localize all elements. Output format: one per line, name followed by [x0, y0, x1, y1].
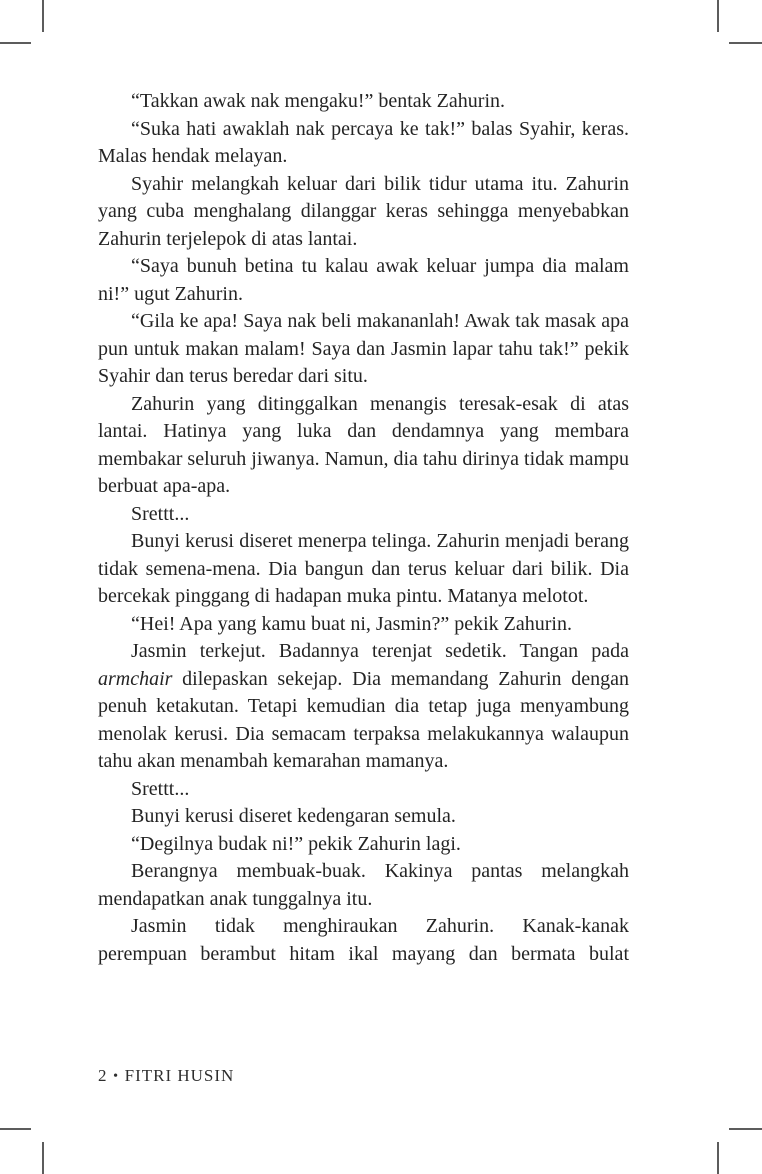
paragraph	[98, 913, 629, 968]
page-number: 2	[98, 1066, 108, 1085]
text-run: Srettt...	[131, 777, 190, 800]
paragraph	[98, 391, 629, 501]
page-footer	[98, 1066, 234, 1086]
page-body	[98, 88, 629, 968]
paragraph	[98, 501, 629, 529]
running-title: FITRI HUSIN	[124, 1066, 235, 1085]
paragraph	[98, 116, 629, 171]
paragraph	[98, 831, 629, 859]
paragraph	[98, 528, 629, 611]
paragraph	[98, 611, 629, 639]
paragraph	[98, 858, 629, 913]
text-run: Zahurin yang ditinggalkan menangis teresak-esak di atas lantai. Hatinya yang luka dan dendamnya yang membara membakar seluruh jiwanya. Namun, dia tahu dirinya tidak mampu berbuat apa-apa.	[98, 392, 629, 497]
crop-mark-bottom-right-horizontal	[729, 1128, 762, 1130]
crop-mark-top-right-vertical	[717, 0, 719, 32]
text-run: Jasmin tidak menghiraukan Zahurin. Kanak-kanak perempuan berambut hitam ikal mayang dan bermata bulat	[98, 915, 629, 965]
paragraph	[98, 88, 629, 116]
paragraph	[98, 776, 629, 804]
crop-mark-bottom-left-vertical	[42, 1142, 44, 1174]
text-run: “Gila ke apa! Saya nak beli makananlah! Awak tak masak apa pun untuk makan malam! Saya dan Jasmin lapar tahu tak!” pekik Syahir dan terus beredar dari situ.	[98, 310, 629, 387]
paragraph	[98, 253, 629, 308]
crop-mark-top-left-vertical	[42, 0, 44, 32]
text-run: Bunyi kerusi diseret kedengaran semula.	[131, 805, 456, 827]
text-run: “Saya bunuh betina tu kalau awak keluar jumpa dia malam ni!” ugut Zahurin.	[98, 255, 629, 305]
crop-mark-top-right-horizontal	[729, 42, 762, 44]
text-run: “Takkan awak nak mengaku!” bentak Zahurin.	[131, 90, 505, 112]
paragraph	[98, 638, 629, 776]
text-run: Srettt...	[131, 502, 190, 525]
footer-separator-bullet: •	[113, 1069, 119, 1084]
paragraph	[98, 308, 629, 391]
text-run: “Suka hati awaklah nak percaya ke tak!” balas Syahir, keras. Malas hendak melayan.	[98, 117, 629, 167]
text-run: “Hei! Apa yang kamu buat ni, Jasmin?” pekik Zahurin.	[131, 612, 572, 635]
text-run: Jasmin terkejut. Badannya terenjat sedetik. Tangan pada	[131, 640, 629, 662]
paragraph	[98, 803, 629, 831]
paragraph	[98, 171, 629, 254]
text-run: Bunyi kerusi diseret menerpa telinga. Zahurin menjadi berang tidak semena-mena. Dia bangun dan terus keluar dari bilik. Dia bercekak pinggang di hadapan muka pintu. Matanya melotot.	[98, 530, 629, 607]
italic-text-run: armchair	[98, 667, 173, 690]
text-run: “Degilnya budak ni!” pekik Zahurin lagi.	[131, 832, 461, 855]
crop-mark-top-left-horizontal	[0, 42, 31, 44]
text-run: dilepaskan sekejap. Dia memandang Zahurin dengan penuh ketakutan. Tetapi kemudian dia tetap juga menyambung menolak kerusi. Dia semacam terpaksa melakukannya walaupun tahu akan menambah kemarahan mamanya.	[98, 667, 629, 772]
text-run: Syahir melangkah keluar dari bilik tidur utama itu. Zahurin yang cuba menghalang dilanggar keras sehingga menyebabkan Zahurin terjelepok di atas lantai.	[98, 172, 629, 250]
crop-mark-bottom-left-horizontal	[0, 1128, 31, 1130]
text-run: Berangnya membuak-buak. Kakinya pantas melangkah mendapatkan anak tunggalnya itu.	[98, 860, 629, 910]
crop-mark-bottom-right-vertical	[717, 1142, 719, 1174]
